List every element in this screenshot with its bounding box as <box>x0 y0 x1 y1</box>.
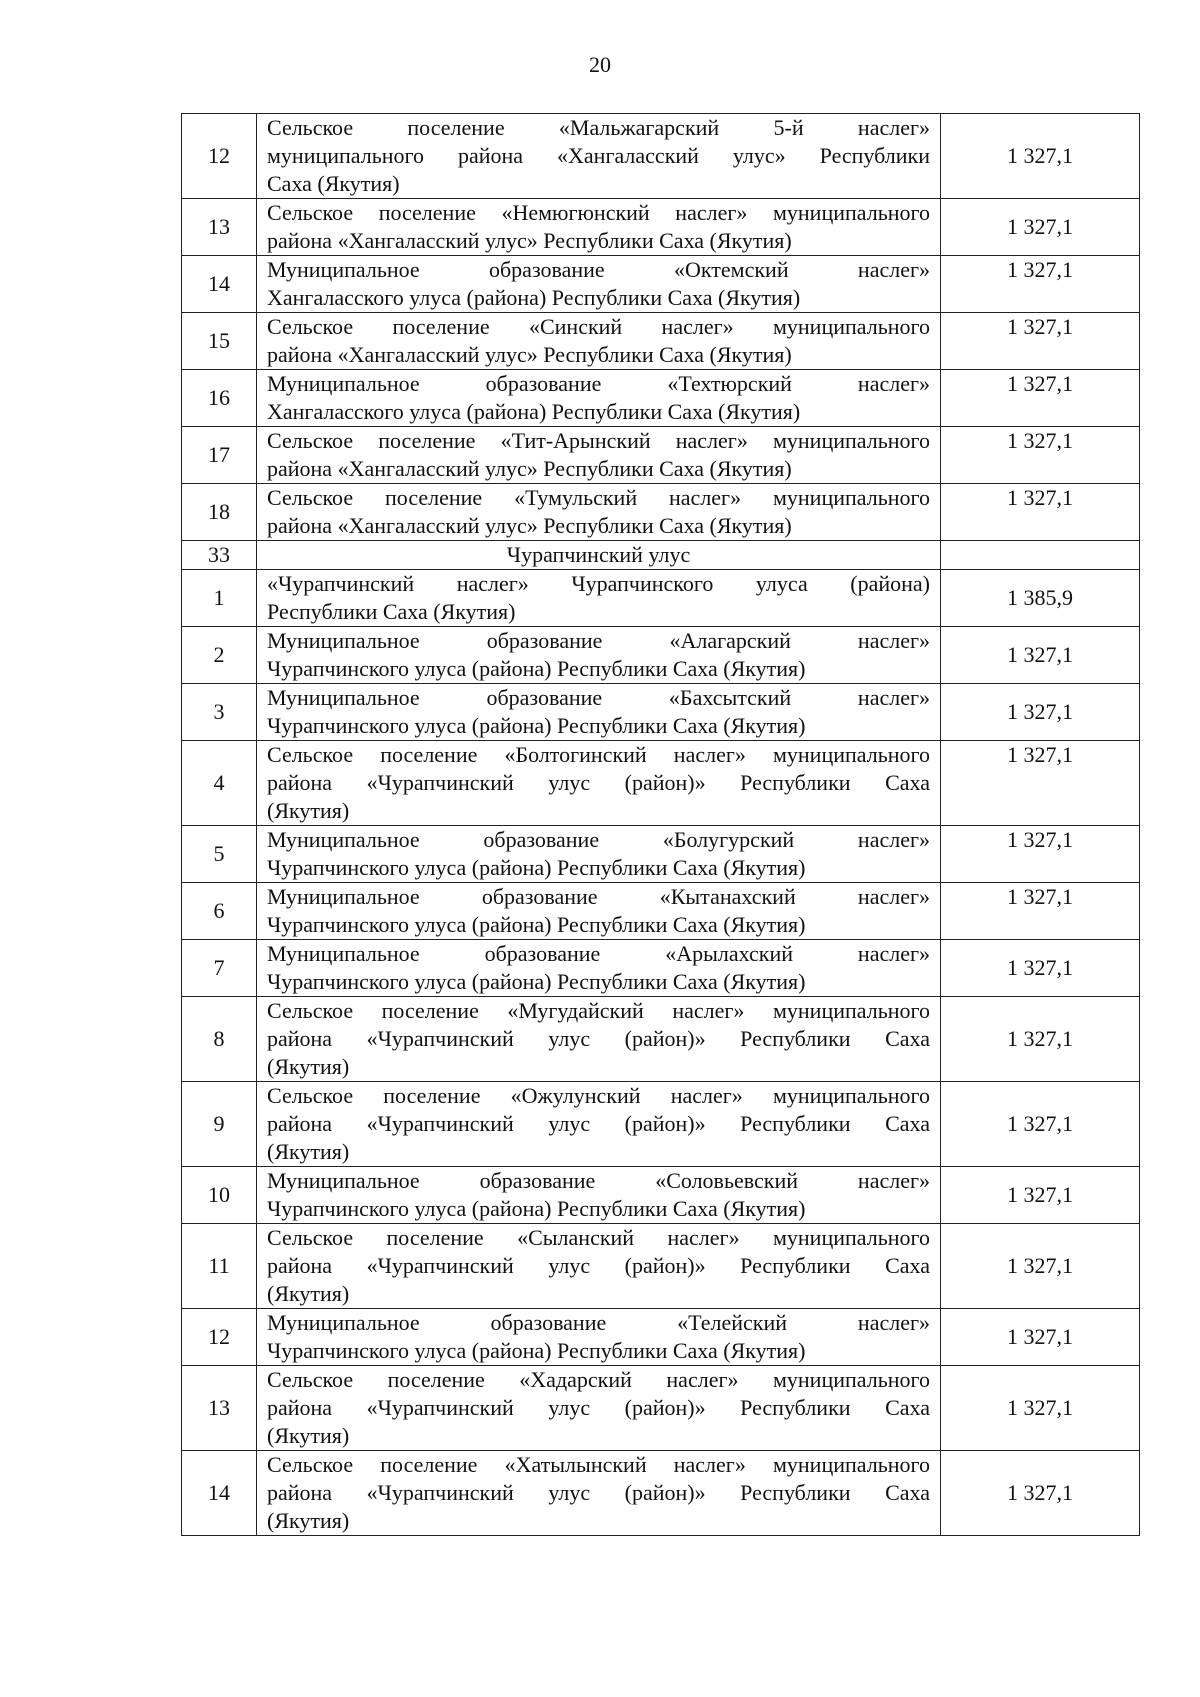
row-number-cell: 13 <box>182 199 257 256</box>
row-number-cell: 5 <box>182 826 257 883</box>
name-line: Чурапчинского улуса (района) Республики Саха (Якутия) <box>267 656 806 681</box>
municipality-name-cell <box>257 256 941 313</box>
name-line: (Якутия) <box>267 798 350 823</box>
name-line: (Якутия) <box>267 1423 350 1448</box>
section-heading-cell <box>257 541 941 570</box>
amount-cell: 1 327,1 <box>941 741 1140 826</box>
municipality-name-cell <box>257 313 941 370</box>
amount-cell: 1 327,1 <box>941 370 1140 427</box>
name-line: муниципального района «Хангаласский улус» Республики <box>267 143 930 168</box>
table-row <box>182 1451 1140 1536</box>
amount-cell: 1 327,1 <box>941 427 1140 484</box>
table-section-heading-row <box>182 541 1140 570</box>
row-number-cell: 9 <box>182 1082 257 1167</box>
table-row <box>182 313 1140 370</box>
name-line: района «Чурапчинский улус (район)» Республики Саха <box>267 1395 930 1420</box>
allocation-table <box>181 113 1140 1536</box>
row-number-cell: 2 <box>182 627 257 684</box>
table-row <box>182 826 1140 883</box>
name-line: Чурапчинского улуса (района) Республики Саха (Якутия) <box>267 855 806 880</box>
table-row <box>182 1224 1140 1309</box>
row-number-cell: 33 <box>182 541 257 570</box>
name-line: Сельское поселение «Ожулунский наслег» муниципального <box>267 1083 930 1108</box>
name-line: Сельское поселение «Мальжагарский 5-й наслег» <box>267 115 930 140</box>
name-line: Хангаласского улуса (района) Республики Саха (Якутия) <box>267 285 801 310</box>
name-line: Сельское поселение «Болтогинский наслег» муниципального <box>267 742 930 767</box>
name-line: Муниципальное образование «Алагарский наслег» <box>267 628 930 653</box>
name-line: Чурапчинского улуса (района) Республики Саха (Якутия) <box>267 713 806 738</box>
municipality-name-cell <box>257 1082 941 1167</box>
page-number: 20 <box>589 52 611 77</box>
amount-cell: 1 327,1 <box>941 1451 1140 1536</box>
row-number-cell: 11 <box>182 1224 257 1309</box>
name-line: Хангаласского улуса (района) Республики Саха (Якутия) <box>267 399 801 424</box>
municipality-name-cell <box>257 484 941 541</box>
name-line: Сельское поселение «Синский наслег» муниципального <box>267 314 930 339</box>
municipality-name-cell <box>257 570 941 627</box>
name-line: Муниципальное образование «Техтюрский наслег» <box>267 371 930 396</box>
municipality-name-cell <box>257 826 941 883</box>
row-number-cell: 1 <box>182 570 257 627</box>
name-line: Сельское поселение «Тумульский наслег» муниципального <box>267 485 930 510</box>
table-row <box>182 484 1140 541</box>
table-row <box>182 427 1140 484</box>
table-row <box>182 114 1140 199</box>
row-number-cell: 12 <box>182 114 257 199</box>
municipality-name-cell <box>257 627 941 684</box>
name-line: Чурапчинский улус <box>506 542 691 567</box>
name-line: Сельское поселение «Хадарский наслег» муниципального <box>267 1367 930 1392</box>
row-number-cell: 12 <box>182 1309 257 1366</box>
name-line: района «Хангаласский улус» Республики Саха (Якутия) <box>267 228 792 253</box>
name-line: «Чурапчинский наслег» Чурапчинского улуса (района) <box>267 571 930 596</box>
name-line: Сельское поселение «Сыланский наслег» муниципального <box>267 1225 930 1250</box>
table-row <box>182 741 1140 826</box>
row-number-cell: 6 <box>182 883 257 940</box>
name-line: Саха (Якутия) <box>267 171 400 196</box>
amount-cell: 1 327,1 <box>941 997 1140 1082</box>
municipality-name-cell <box>257 427 941 484</box>
table-row <box>182 1082 1140 1167</box>
name-line: района «Чурапчинский улус (район)» Республики Саха <box>267 1480 930 1505</box>
table-row <box>182 940 1140 997</box>
amount-cell <box>941 541 1140 570</box>
row-number-cell: 13 <box>182 1366 257 1451</box>
name-line: района «Хангаласский улус» Республики Саха (Якутия) <box>267 513 792 538</box>
municipality-name-cell <box>257 199 941 256</box>
name-line: района «Чурапчинский улус (район)» Республики Саха <box>267 770 930 795</box>
row-number-cell: 3 <box>182 684 257 741</box>
name-line: Чурапчинского улуса (района) Республики Саха (Якутия) <box>267 1338 806 1363</box>
amount-cell: 1 327,1 <box>941 256 1140 313</box>
municipality-name-cell <box>257 940 941 997</box>
table-row <box>182 1309 1140 1366</box>
name-line: (Якутия) <box>267 1139 350 1164</box>
table-row <box>182 199 1140 256</box>
amount-cell: 1 327,1 <box>941 199 1140 256</box>
name-line: Муниципальное образование «Болугурский наслег» <box>267 827 930 852</box>
amount-cell: 1 327,1 <box>941 883 1140 940</box>
amount-cell: 1 327,1 <box>941 1082 1140 1167</box>
name-line: Муниципальное образование «Телейский наслег» <box>267 1310 930 1335</box>
name-line: Сельское поселение «Тит-Арынский наслег» муниципального <box>267 428 930 453</box>
row-number-cell: 17 <box>182 427 257 484</box>
municipality-name-cell <box>257 1224 941 1309</box>
amount-cell: 1 327,1 <box>941 940 1140 997</box>
row-number-cell: 7 <box>182 940 257 997</box>
municipality-name-cell <box>257 1167 941 1224</box>
municipality-name-cell <box>257 1451 941 1536</box>
amount-cell: 1 327,1 <box>941 313 1140 370</box>
municipality-name-cell <box>257 883 941 940</box>
row-number-cell: 8 <box>182 997 257 1082</box>
amount-cell: 1 327,1 <box>941 484 1140 541</box>
amount-cell: 1 327,1 <box>941 826 1140 883</box>
row-number-cell: 18 <box>182 484 257 541</box>
name-line: Муниципальное образование «Арылахский наслег» <box>267 941 930 966</box>
table-body <box>182 114 1140 1536</box>
name-line: Муниципальное образование «Кытанахский наслег» <box>267 884 930 909</box>
name-line: района «Чурапчинский улус (район)» Республики Саха <box>267 1253 930 1278</box>
table-row <box>182 570 1140 627</box>
amount-cell: 1 327,1 <box>941 1366 1140 1451</box>
name-line: Чурапчинского улуса (района) Республики Саха (Якутия) <box>267 1196 806 1221</box>
name-line: Сельское поселение «Мугудайский наслег» муниципального <box>267 998 930 1023</box>
name-line: Муниципальное образование «Соловьевский наслег» <box>267 1168 930 1193</box>
row-number-cell: 14 <box>182 256 257 313</box>
name-line: района «Чурапчинский улус (район)» Республики Саха <box>267 1111 930 1136</box>
amount-cell: 1 327,1 <box>941 114 1140 199</box>
row-number-cell: 16 <box>182 370 257 427</box>
municipality-name-cell <box>257 370 941 427</box>
name-line: Сельское поселение «Хатылынский наслег» муниципального <box>267 1452 930 1477</box>
table-row <box>182 256 1140 313</box>
table-row <box>182 1366 1140 1451</box>
name-line: района «Хангаласский улус» Республики Саха (Якутия) <box>267 456 792 481</box>
municipality-name-cell <box>257 997 941 1082</box>
table-row <box>182 370 1140 427</box>
name-line: (Якутия) <box>267 1281 350 1306</box>
table-row <box>182 1167 1140 1224</box>
name-line: Сельское поселение «Немюгюнский наслег» муниципального <box>267 200 930 225</box>
amount-cell: 1 385,9 <box>941 570 1140 627</box>
row-number-cell: 14 <box>182 1451 257 1536</box>
table-row <box>182 684 1140 741</box>
amount-cell: 1 327,1 <box>941 1309 1140 1366</box>
municipality-name-cell <box>257 741 941 826</box>
name-line: района «Чурапчинский улус (район)» Республики Саха <box>267 1026 930 1051</box>
municipality-name-cell <box>257 684 941 741</box>
table-row <box>182 997 1140 1082</box>
name-line: (Якутия) <box>267 1508 350 1533</box>
municipality-name-cell <box>257 114 941 199</box>
table-row <box>182 627 1140 684</box>
name-line: (Якутия) <box>267 1054 350 1079</box>
name-line: Чурапчинского улуса (района) Республики Саха (Якутия) <box>267 912 806 937</box>
amount-cell: 1 327,1 <box>941 1224 1140 1309</box>
name-line: Муниципальное образование «Бахсытский наслег» <box>267 685 930 710</box>
name-line: Чурапчинского улуса (района) Республики Саха (Якутия) <box>267 969 806 994</box>
amount-cell: 1 327,1 <box>941 627 1140 684</box>
municipality-name-cell <box>257 1366 941 1451</box>
row-number-cell: 10 <box>182 1167 257 1224</box>
table-row <box>182 883 1140 940</box>
row-number-cell: 4 <box>182 741 257 826</box>
name-line: района «Хангаласский улус» Республики Саха (Якутия) <box>267 342 792 367</box>
name-line: Муниципальное образование «Октемский наслег» <box>267 257 930 282</box>
amount-cell: 1 327,1 <box>941 684 1140 741</box>
name-line: Республики Саха (Якутия) <box>267 599 516 624</box>
amount-cell: 1 327,1 <box>941 1167 1140 1224</box>
municipality-name-cell <box>257 1309 941 1366</box>
row-number-cell: 15 <box>182 313 257 370</box>
